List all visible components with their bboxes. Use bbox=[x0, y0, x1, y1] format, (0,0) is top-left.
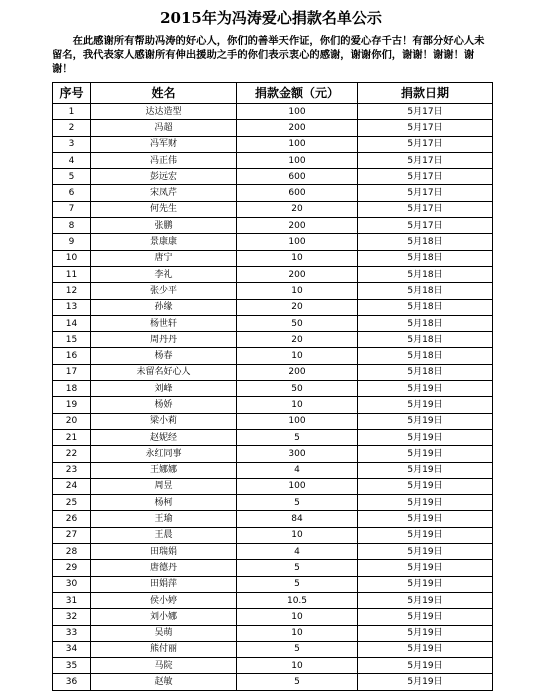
cell-name: 吴萌 bbox=[91, 625, 237, 641]
cell-index: 19 bbox=[53, 397, 91, 413]
cell-name: 宋凤芹 bbox=[91, 185, 237, 201]
table-row bbox=[53, 152, 493, 168]
table-body bbox=[53, 104, 493, 691]
cell-index: 3 bbox=[53, 136, 91, 152]
table-row bbox=[53, 527, 493, 543]
cell-index: 34 bbox=[53, 641, 91, 657]
table-row bbox=[53, 495, 493, 511]
table-row bbox=[53, 625, 493, 641]
cell-name: 张少平 bbox=[91, 283, 237, 299]
header-name: 姓名 bbox=[91, 83, 237, 104]
cell-name: 刘小娜 bbox=[91, 609, 237, 625]
header-date: 捐款日期 bbox=[358, 83, 493, 104]
cell-date: 5月19日 bbox=[358, 625, 493, 641]
cell-date: 5月18日 bbox=[358, 348, 493, 364]
cell-amount: 10 bbox=[237, 658, 358, 674]
cell-index: 15 bbox=[53, 332, 91, 348]
cell-name: 侯小婷 bbox=[91, 592, 237, 608]
cell-date: 5月19日 bbox=[358, 560, 493, 576]
cell-date: 5月19日 bbox=[358, 478, 493, 494]
cell-amount: 20 bbox=[237, 299, 358, 315]
table-header-row bbox=[53, 83, 493, 104]
cell-date: 5月17日 bbox=[358, 218, 493, 234]
cell-amount: 4 bbox=[237, 462, 358, 478]
cell-date: 5月19日 bbox=[358, 592, 493, 608]
cell-amount: 84 bbox=[237, 511, 358, 527]
cell-name: 达达造型 bbox=[91, 104, 237, 120]
cell-index: 27 bbox=[53, 527, 91, 543]
cell-date: 5月19日 bbox=[358, 576, 493, 592]
table-row bbox=[53, 348, 493, 364]
cell-amount: 300 bbox=[237, 446, 358, 462]
cell-name: 唐德丹 bbox=[91, 560, 237, 576]
cell-amount: 10 bbox=[237, 397, 358, 413]
cell-index: 12 bbox=[53, 283, 91, 299]
cell-amount: 200 bbox=[237, 218, 358, 234]
cell-index: 33 bbox=[53, 625, 91, 641]
table-row bbox=[53, 413, 493, 429]
cell-date: 5月17日 bbox=[358, 169, 493, 185]
table-row bbox=[53, 511, 493, 527]
cell-index: 7 bbox=[53, 201, 91, 217]
cell-date: 5月17日 bbox=[358, 201, 493, 217]
cell-date: 5月17日 bbox=[358, 136, 493, 152]
cell-name: 杨春 bbox=[91, 348, 237, 364]
cell-amount: 10 bbox=[237, 625, 358, 641]
cell-amount: 100 bbox=[237, 478, 358, 494]
cell-amount: 200 bbox=[237, 266, 358, 282]
intro-paragraph: 在此感谢所有帮助冯涛的好心人，你们的善举天作证，你们的爱心存千古！有部分好心人未留名，我代表家人感谢所有伸出援助之手的你们表示衷心的感谢，谢谢你们，谢谢！谢谢！谢谢！ bbox=[52, 35, 485, 75]
cell-amount: 50 bbox=[237, 315, 358, 331]
cell-amount: 10.5 bbox=[237, 592, 358, 608]
donation-table bbox=[52, 82, 493, 691]
cell-index: 10 bbox=[53, 250, 91, 266]
table-row bbox=[53, 266, 493, 282]
table-row bbox=[53, 576, 493, 592]
table-row bbox=[53, 283, 493, 299]
cell-index: 20 bbox=[53, 413, 91, 429]
cell-name: 未留名好心人 bbox=[91, 364, 237, 380]
cell-date: 5月18日 bbox=[358, 266, 493, 282]
cell-name: 王娜娜 bbox=[91, 462, 237, 478]
cell-name: 王瑜 bbox=[91, 511, 237, 527]
cell-amount: 4 bbox=[237, 544, 358, 560]
cell-date: 5月18日 bbox=[358, 283, 493, 299]
cell-name: 永红同事 bbox=[91, 446, 237, 462]
cell-name: 彭远宏 bbox=[91, 169, 237, 185]
cell-date: 5月19日 bbox=[358, 609, 493, 625]
table-row bbox=[53, 641, 493, 657]
table-row bbox=[53, 332, 493, 348]
cell-name: 田娟萍 bbox=[91, 576, 237, 592]
cell-amount: 5 bbox=[237, 495, 358, 511]
cell-date: 5月19日 bbox=[358, 511, 493, 527]
cell-date: 5月18日 bbox=[358, 250, 493, 266]
cell-index: 8 bbox=[53, 218, 91, 234]
table-row bbox=[53, 169, 493, 185]
cell-amount: 100 bbox=[237, 413, 358, 429]
cell-index: 29 bbox=[53, 560, 91, 576]
cell-name: 景康康 bbox=[91, 234, 237, 250]
cell-index: 31 bbox=[53, 592, 91, 608]
cell-name: 冯正伟 bbox=[91, 152, 237, 168]
table-row bbox=[53, 315, 493, 331]
table-row bbox=[53, 462, 493, 478]
cell-amount: 10 bbox=[237, 283, 358, 299]
cell-name: 赵妮经 bbox=[91, 429, 237, 445]
cell-amount: 10 bbox=[237, 527, 358, 543]
cell-amount: 20 bbox=[237, 332, 358, 348]
cell-name: 周丹丹 bbox=[91, 332, 237, 348]
cell-name: 唐宁 bbox=[91, 250, 237, 266]
cell-index: 1 bbox=[53, 104, 91, 120]
table-row bbox=[53, 397, 493, 413]
table-row bbox=[53, 364, 493, 380]
cell-date: 5月19日 bbox=[358, 446, 493, 462]
cell-name: 张鹏 bbox=[91, 218, 237, 234]
cell-amount: 100 bbox=[237, 136, 358, 152]
table-row bbox=[53, 120, 493, 136]
table-row bbox=[53, 446, 493, 462]
cell-name: 冯超 bbox=[91, 120, 237, 136]
cell-amount: 10 bbox=[237, 609, 358, 625]
table-row bbox=[53, 104, 493, 120]
cell-index: 21 bbox=[53, 429, 91, 445]
cell-date: 5月19日 bbox=[358, 381, 493, 397]
cell-amount: 10 bbox=[237, 250, 358, 266]
cell-date: 5月17日 bbox=[358, 120, 493, 136]
cell-date: 5月18日 bbox=[358, 364, 493, 380]
cell-index: 28 bbox=[53, 544, 91, 560]
cell-index: 26 bbox=[53, 511, 91, 527]
cell-name: 孙缘 bbox=[91, 299, 237, 315]
table-row bbox=[53, 136, 493, 152]
cell-index: 32 bbox=[53, 609, 91, 625]
cell-date: 5月18日 bbox=[358, 299, 493, 315]
cell-date: 5月19日 bbox=[358, 527, 493, 543]
cell-amount: 5 bbox=[237, 641, 358, 657]
page-title: 2015年为冯涛爱心捐款名单公示 bbox=[160, 9, 382, 27]
cell-index: 24 bbox=[53, 478, 91, 494]
cell-index: 14 bbox=[53, 315, 91, 331]
cell-index: 2 bbox=[53, 120, 91, 136]
cell-name: 刘峰 bbox=[91, 381, 237, 397]
cell-date: 5月18日 bbox=[358, 332, 493, 348]
cell-amount: 5 bbox=[237, 429, 358, 445]
table-row bbox=[53, 250, 493, 266]
cell-amount: 200 bbox=[237, 120, 358, 136]
table-row bbox=[53, 478, 493, 494]
cell-index: 5 bbox=[53, 169, 91, 185]
cell-name: 何先生 bbox=[91, 201, 237, 217]
cell-index: 6 bbox=[53, 185, 91, 201]
cell-amount: 100 bbox=[237, 152, 358, 168]
table-row bbox=[53, 185, 493, 201]
cell-name: 梁小莉 bbox=[91, 413, 237, 429]
cell-date: 5月19日 bbox=[358, 413, 493, 429]
cell-amount: 50 bbox=[237, 381, 358, 397]
cell-date: 5月17日 bbox=[358, 104, 493, 120]
cell-index: 9 bbox=[53, 234, 91, 250]
table-row bbox=[53, 592, 493, 608]
cell-date: 5月19日 bbox=[358, 641, 493, 657]
cell-amount: 5 bbox=[237, 576, 358, 592]
cell-index: 30 bbox=[53, 576, 91, 592]
table-row bbox=[53, 544, 493, 560]
cell-index: 36 bbox=[53, 674, 91, 690]
cell-index: 22 bbox=[53, 446, 91, 462]
table-row bbox=[53, 234, 493, 250]
cell-index: 13 bbox=[53, 299, 91, 315]
cell-date: 5月19日 bbox=[358, 397, 493, 413]
cell-name: 王晨 bbox=[91, 527, 237, 543]
cell-index: 35 bbox=[53, 658, 91, 674]
cell-amount: 5 bbox=[237, 674, 358, 690]
cell-amount: 100 bbox=[237, 104, 358, 120]
cell-amount: 100 bbox=[237, 234, 358, 250]
cell-name: 杨世轩 bbox=[91, 315, 237, 331]
table-row bbox=[53, 429, 493, 445]
header-index: 序号 bbox=[53, 83, 91, 104]
table-row bbox=[53, 381, 493, 397]
cell-date: 5月19日 bbox=[358, 544, 493, 560]
cell-name: 熊付丽 bbox=[91, 641, 237, 657]
cell-date: 5月18日 bbox=[358, 315, 493, 331]
cell-amount: 600 bbox=[237, 185, 358, 201]
cell-name: 杨娇 bbox=[91, 397, 237, 413]
table-row bbox=[53, 658, 493, 674]
cell-date: 5月19日 bbox=[358, 495, 493, 511]
table-row bbox=[53, 674, 493, 690]
table-row bbox=[53, 299, 493, 315]
cell-index: 23 bbox=[53, 462, 91, 478]
table-row bbox=[53, 218, 493, 234]
table-row bbox=[53, 609, 493, 625]
cell-date: 5月19日 bbox=[358, 658, 493, 674]
cell-index: 16 bbox=[53, 348, 91, 364]
header-amount: 捐款金额（元） bbox=[237, 83, 358, 104]
cell-amount: 600 bbox=[237, 169, 358, 185]
cell-name: 马院 bbox=[91, 658, 237, 674]
cell-name: 田瑞娟 bbox=[91, 544, 237, 560]
cell-name: 周昱 bbox=[91, 478, 237, 494]
cell-index: 17 bbox=[53, 364, 91, 380]
cell-name: 冯军财 bbox=[91, 136, 237, 152]
cell-date: 5月17日 bbox=[358, 152, 493, 168]
cell-index: 4 bbox=[53, 152, 91, 168]
cell-date: 5月19日 bbox=[358, 674, 493, 690]
cell-amount: 20 bbox=[237, 201, 358, 217]
cell-index: 18 bbox=[53, 381, 91, 397]
cell-date: 5月17日 bbox=[358, 185, 493, 201]
cell-date: 5月19日 bbox=[358, 429, 493, 445]
cell-name: 杨柯 bbox=[91, 495, 237, 511]
cell-index: 11 bbox=[53, 266, 91, 282]
cell-index: 25 bbox=[53, 495, 91, 511]
table-row bbox=[53, 560, 493, 576]
cell-name: 赵敏 bbox=[91, 674, 237, 690]
cell-date: 5月19日 bbox=[358, 462, 493, 478]
table-row bbox=[53, 201, 493, 217]
cell-amount: 200 bbox=[237, 364, 358, 380]
cell-name: 李礼 bbox=[91, 266, 237, 282]
cell-date: 5月18日 bbox=[358, 234, 493, 250]
cell-amount: 5 bbox=[237, 560, 358, 576]
cell-amount: 10 bbox=[237, 348, 358, 364]
